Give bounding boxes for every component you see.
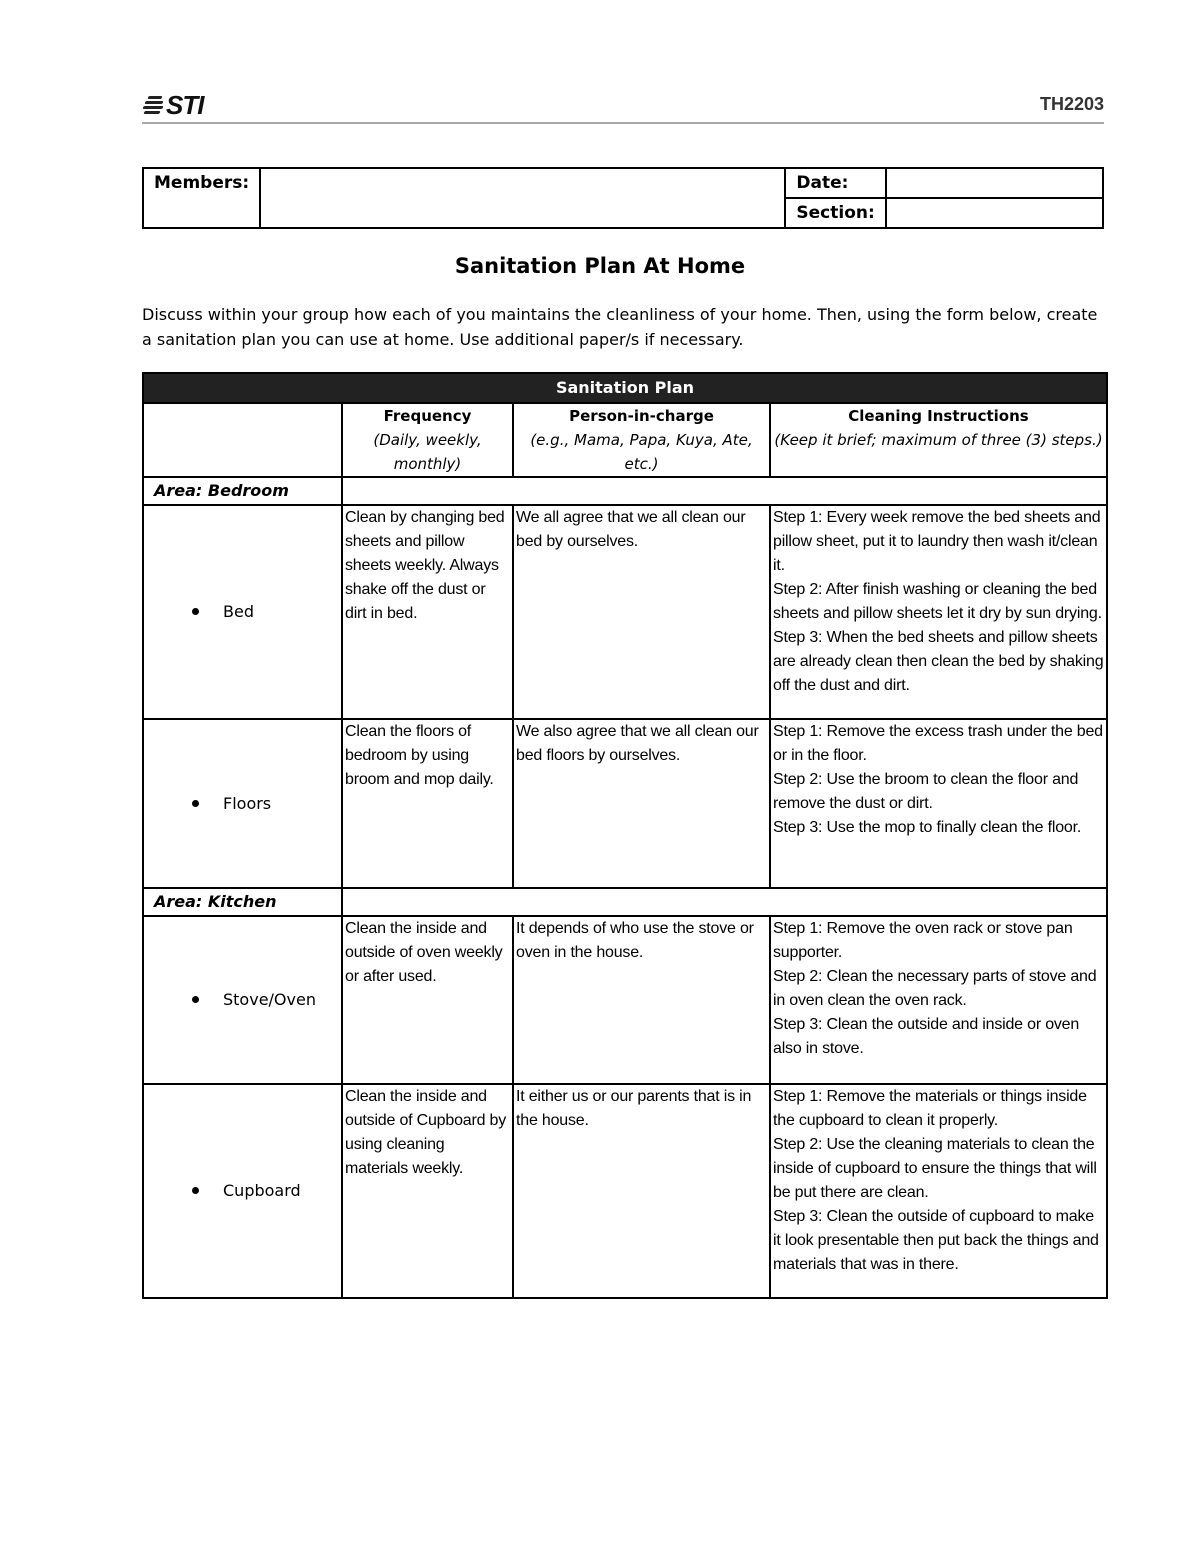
column-header-label: Frequency: [383, 407, 472, 425]
column-header-hint: (e.g., Mama, Papa, Kuya, Ate, etc.): [530, 431, 753, 473]
document-code: TH2203: [1039, 94, 1104, 114]
item-name: Floors: [223, 793, 272, 813]
column-header-hint: (Daily, weekly, monthly): [373, 431, 482, 473]
step-text: Step 3: Clean the outside and inside or oven also in stove.: [773, 1016, 1080, 1057]
column-header-person: [513, 403, 770, 477]
column-header-hint: (Keep it brief; maximum of three (3) steps.): [774, 431, 1103, 449]
item-cupboard: [143, 1084, 342, 1298]
area-label-bedroom: Area: Bedroom: [143, 477, 342, 505]
instructions-cell[interactable]: [770, 505, 1107, 719]
members-field[interactable]: [260, 168, 785, 228]
table-row: [143, 505, 1107, 719]
instructions-paragraph: Discuss within your group how each of you maintains the cleanliness of your home. Then, using the form below, create a sanitation plan you can use at home. Use additional paper/s if necessary.: [142, 305, 1098, 349]
table-row: [143, 719, 1107, 888]
person-cell[interactable]: We all agree that we all clean our bed by ourselves.: [513, 505, 770, 719]
frequency-cell[interactable]: Clean by changing bed sheets and pillow sheets weekly. Always shake off the dust or dirt in bed.: [342, 505, 513, 719]
step-text: Step 2: Clean the necessary parts of stove and in oven clean the oven rack.: [773, 968, 1097, 1009]
step-text: Step 3: Use the mop to finally clean the floor.: [773, 819, 1082, 836]
column-header-label: Cleaning Instructions: [848, 407, 1029, 425]
step-text: Step 1: Remove the excess trash under the bed or in the floor.: [773, 723, 1103, 764]
logo-mark-icon: [142, 94, 164, 118]
table-row: [143, 1084, 1107, 1298]
instructions-cell[interactable]: [770, 916, 1107, 1084]
item-name: Cupboard: [223, 1181, 301, 1200]
column-header-frequency: [342, 403, 513, 477]
step-text: Step 1: Every week remove the bed sheets and pillow sheet, put it to laundry then wash it/clean it.: [773, 509, 1101, 574]
column-header-label: Person-in-charge: [569, 407, 714, 425]
step-text: Step 1: Remove the oven rack or stove pan supporter.: [773, 920, 1073, 961]
step-text: Step 2: Use the broom to clean the floor and remove the dust or dirt.: [773, 771, 1079, 812]
step-text: Step 2: Use the cleaning materials to clean the inside of cupboard to ensure the things that will be put there are clean.: [773, 1136, 1097, 1201]
members-label: Members:: [143, 168, 260, 228]
date-label: Date:: [785, 168, 885, 198]
step-text: Step 2: After finish washing or cleaning the bed sheets and pillow sheets let it dry by sun drying.: [773, 581, 1102, 622]
step-text: Step 1: Remove the materials or things inside the cupboard to clean it properly.: [773, 1088, 1087, 1129]
item-stove-oven: [143, 916, 342, 1084]
area-label-kitchen: Area: Kitchen: [143, 888, 342, 916]
frequency-cell[interactable]: Clean the inside and outside of oven weekly or after used.: [342, 916, 513, 1084]
page-title: Sanitation Plan At Home: [454, 254, 746, 278]
step-text: Step 3: Clean the outside of cupboard to make it look presentable then put back the things and materials that was in there.: [773, 1208, 1099, 1273]
bullet-icon: [192, 608, 199, 615]
bullet-icon: [192, 1187, 199, 1194]
logo-text: STI: [166, 90, 204, 120]
instructions-cell[interactable]: [770, 719, 1107, 888]
instructions-cell[interactable]: [770, 1084, 1107, 1298]
header-divider: [142, 122, 1104, 124]
bullet-icon: [192, 800, 199, 807]
item-name: Stove/Oven: [223, 990, 316, 1009]
item-bed: [143, 505, 342, 719]
area-row-filler: [342, 888, 1107, 916]
section-field[interactable]: [886, 198, 1103, 228]
bullet-icon: [192, 996, 199, 1003]
step-text: Step 3: When the bed sheets and pillow sheets are already clean then clean the bed by shaking off the dust and dirt.: [773, 629, 1104, 694]
person-cell[interactable]: It depends of who use the stove or oven in the house.: [513, 916, 770, 1084]
item-floors: [143, 719, 342, 888]
person-cell[interactable]: We also agree that we all clean our bed floors by ourselves.: [513, 719, 770, 888]
frequency-cell[interactable]: Clean the inside and outside of Cupboard by using cleaning materials weekly.: [342, 1084, 513, 1298]
person-cell[interactable]: It either us or our parents that is in the house.: [513, 1084, 770, 1298]
date-field[interactable]: [886, 168, 1103, 198]
sanitation-plan-table: [142, 372, 1108, 1299]
plan-banner: Sanitation Plan: [143, 373, 1107, 403]
info-table: [142, 167, 1104, 229]
table-row: [143, 916, 1107, 1084]
frequency-cell[interactable]: Clean the floors of bedroom by using broom and mop daily.: [342, 719, 513, 888]
area-row-filler: [342, 477, 1107, 505]
sti-logo: [142, 90, 203, 121]
page-header: [142, 86, 1104, 126]
item-name: Bed: [223, 602, 254, 621]
column-header-instructions: [770, 403, 1107, 477]
column-header-blank: [143, 403, 342, 477]
section-label: Section:: [785, 198, 885, 228]
